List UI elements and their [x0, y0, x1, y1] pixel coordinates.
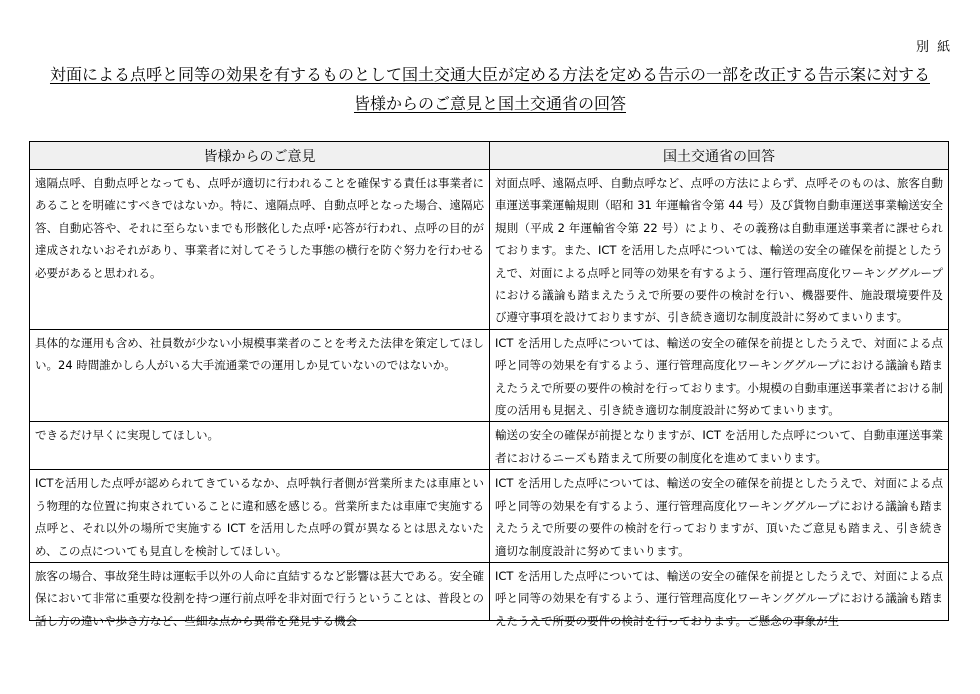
table-row: [30, 170, 949, 330]
answer-cell: [490, 562, 949, 628]
opinion-cell: できるだけ早くに実現してほしい。: [30, 422, 490, 470]
table-row: [30, 470, 949, 563]
answer-cell: 輸送の安全の確保が前提となりますが、ICT を活用した点呼について、自動車運送事業者におけるニーズも踏まえて所要の制度化を進めてまいります。: [490, 422, 949, 470]
table-row: [30, 422, 949, 470]
annex-label: 別 紙: [916, 40, 953, 55]
document-subtitle: 皆様からのご意見と国土交通省の回答: [353, 94, 626, 113]
header-answers: 国土交通省の回答: [490, 142, 949, 170]
header-opinions: 皆様からのご意見: [30, 142, 490, 170]
answer-cell: ICT を活用した点呼については、輸送の安全の確保を前提としたうえで、対面による点呼と同等の効果を有するよう、運行管理高度化ワーキンググループにおける議論も踏まえたうえで所要の要件の検討を行っております。小規模の自動車運送事業者における制度の活用も見据え、引き続き適切な制度設計に努めてまいります。: [490, 329, 949, 422]
opinion-cell: [30, 562, 490, 628]
opinion-cell: ICTを活用した点呼が認められてきているなか、点呼執行者側が営業所または車庫という物理的な位置に拘束されていることに違和感を感じる。営業所または車庫で実施する点呼と、それ以外の場所で実施する ICT を活用した点呼の質が異なるとは思えないため、この点についても見直しを検討してほしい。: [30, 470, 490, 563]
opinion-text: 旅客の場合、事故発生時は運転手以外の人命に直結するなど影響は甚大である。安全確保において非常に重要な役割を持つ運行前点呼を非対面で行うということは、普段との話し方の違いや歩き方など、些細な点から異常を発見する機会: [35, 568, 484, 628]
answer-cell: ICT を活用した点呼については、輸送の安全の確保を前提としたうえで、対面による点呼と同等の効果を有するよう、運行管理高度化ワーキンググループにおける議論も踏まえたうえで所要の要件の検討を行っておりますが、頂いたご意見も踏まえ、引き続き適切な制度設計に努めてまいります。: [490, 470, 949, 563]
table-row: [30, 329, 949, 422]
table-header-row: [30, 142, 949, 170]
opinion-cell: 遠隔点呼、自動点呼となっても、点呼が適切に行われることを確保する責任は事業者にあることを明確にすべきではないか。特に、遠隔点呼、自動点呼となった場合、遠隔応答、自動応答や、それに至らないまでも形骸化した点呼･応答が行われ、点呼の目的が達成されないおそれがあり、事業者に対してそうした事態の横行を防ぐ努力を行わせる必要があると思われる。: [30, 170, 490, 330]
answer-cell: 対面点呼、遠隔点呼、自動点呼など、点呼の方法によらず、点呼そのものは、旅客自動車運送事業運輸規則（昭和 31 年運輸省令第 44 号）及び貨物自動車運送事業輸送安全規則（平成 2 年運輸省令第 22 号）により、その義務は自動車運送事業者に課せられております。また、ICT を活用した点呼については、輸送の安全の確保を前提としたうえで、対面による点呼と同等の効果を有するよう、運行管理高度化ワーキンググループにおける議論も踏まえたうえで所要の要件の検討を行い、機器要件、施設環境要件及び遵守事項を設けておりますが、引き続き適切な制度設計に努めてまいります。: [490, 170, 949, 330]
table-row: [30, 562, 949, 620]
answer-text: ICT を活用した点呼については、輸送の安全の確保を前提としたうえで、対面による点呼と同等の効果を有するよう、運行管理高度化ワーキンググループにおける議論も踏まえたうえで所要の要件の検討を行っております。ご懸念の事象が生: [495, 568, 943, 628]
comparison-table: [29, 141, 949, 628]
opinion-cell: 具体的な運用も含め、社員数が少ない小規模事業者のことを考えた法律を策定してほしい。24 時間誰かしら人がいる大手流通業での運用しか見ていないのではないか。: [30, 329, 490, 422]
document-title: 対面による点呼と同等の効果を有するものとして国土交通大臣が定める方法を定める告示の一部を改正する告示案に対する: [49, 65, 930, 84]
